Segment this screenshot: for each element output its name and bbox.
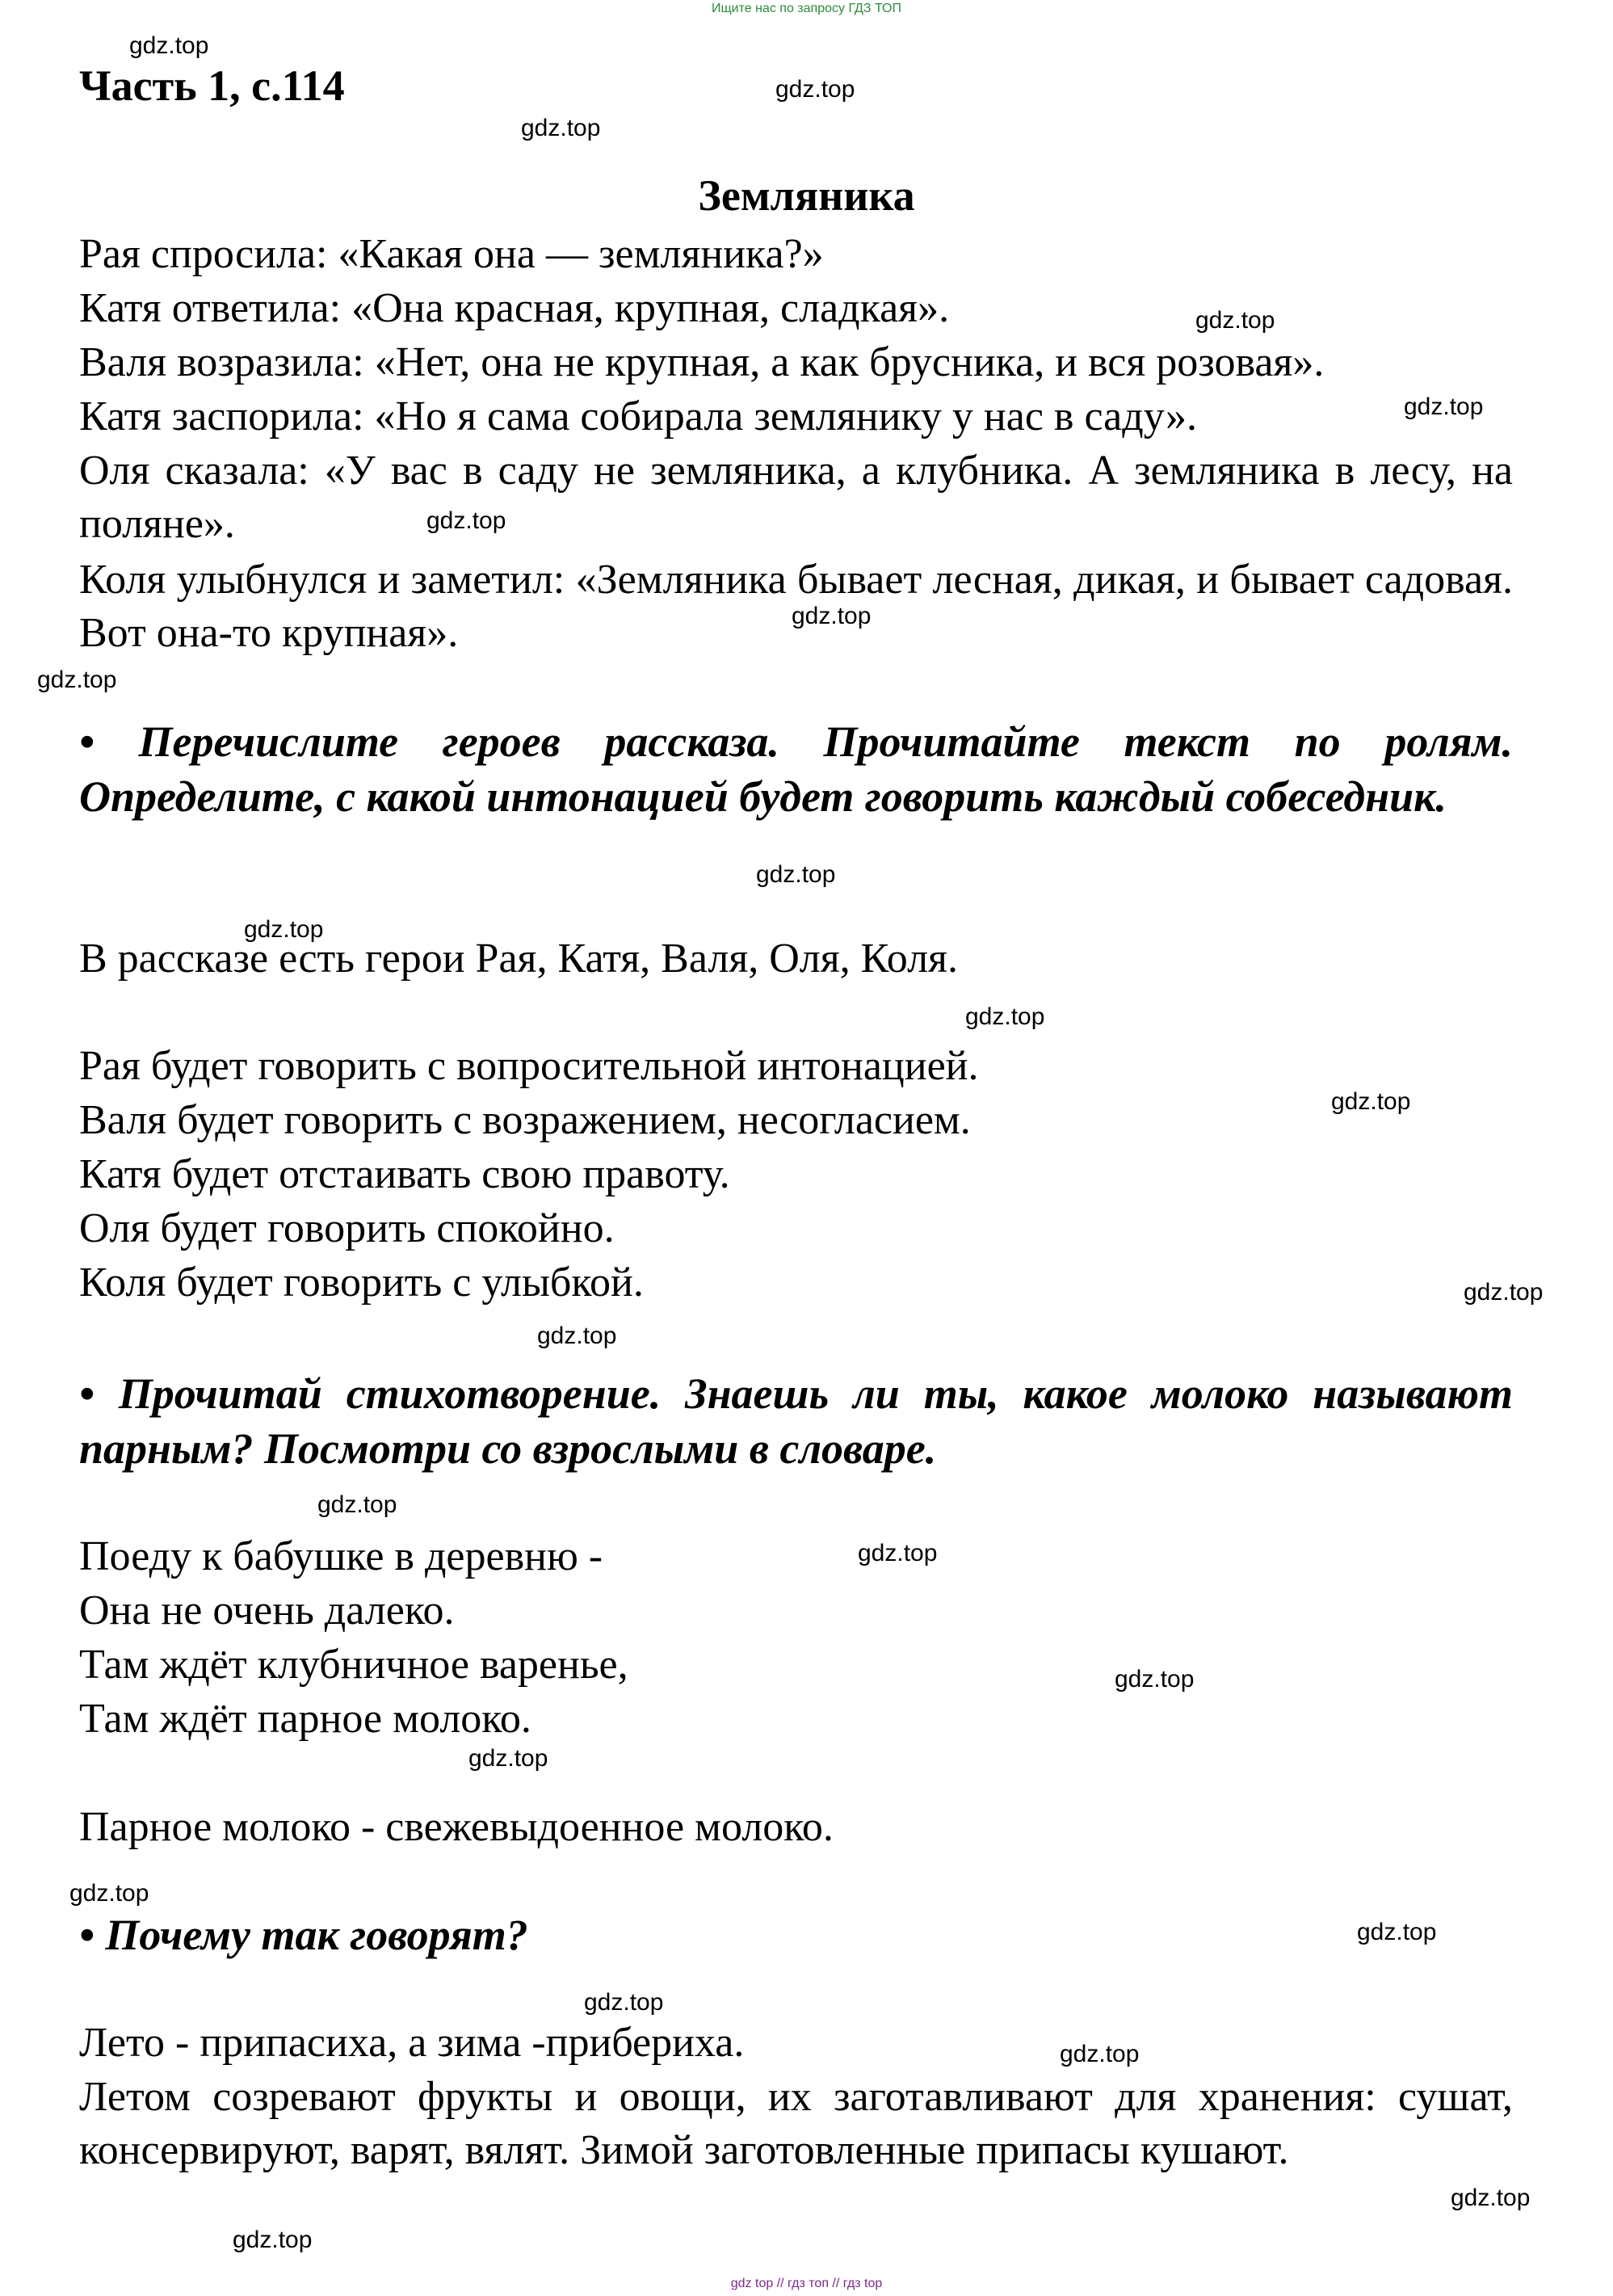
poem-line: Она не очень далеко. (79, 1587, 455, 1634)
watermark: gdz.top (1060, 2041, 1140, 2067)
watermark: gdz.top (69, 1880, 149, 1907)
watermark: gdz.top (1195, 307, 1275, 334)
watermark: gdz.top (233, 2227, 313, 2253)
watermark: gdz.top (129, 32, 209, 59)
watermark: gdz.top (1115, 1666, 1195, 1693)
story-line: Валя возразила: «Нет, она не крупная, а как брусника, и вся розовая». (79, 339, 1325, 385)
watermark: gdz.top (792, 603, 872, 629)
watermark: gdz.top (317, 1491, 397, 1518)
watermark: gdz.top (965, 1003, 1045, 1030)
watermark: gdz.top (1451, 2185, 1531, 2211)
story-line: Рая спросила: «Какая она — земляника?» (79, 231, 824, 277)
answer-line: Оля будет говорить спокойно. (79, 1205, 615, 1251)
watermark: gdz.top (468, 1745, 548, 1772)
answer-line: Рая будет говорить с вопросительной интонацией. (79, 1043, 979, 1089)
story-title: Земляника (698, 171, 915, 220)
proverb: Лето - припасиха, а зима -прибериха. (79, 2020, 745, 2066)
watermark: gdz.top (244, 916, 324, 943)
page-heading: Часть 1, с.114 (79, 61, 345, 110)
answer-line: Катя будет отстаивать свою правоту. (79, 1151, 730, 1197)
watermark: gdz.top (37, 667, 117, 693)
poem-line: Поеду к бабушке в деревню - (79, 1533, 603, 1579)
poem-line: Там ждёт парное молоко. (79, 1696, 531, 1742)
watermark: gdz.top (521, 115, 601, 141)
task-question: • Почему так говорят? (79, 1911, 528, 1959)
watermark: gdz.top (584, 1989, 664, 2016)
answer-line: Парное молоко - свежевыдоенное молоко. (79, 1804, 834, 1850)
footer-links[interactable]: gdz top // гдз топ // гдз top (730, 2277, 883, 2290)
watermark: gdz.top (858, 1540, 938, 1566)
answer-line: Коля будет говорить с улыбкой. (79, 1259, 644, 1306)
watermark: gdz.top (426, 507, 506, 534)
top-banner[interactable]: Ищите нас по запросу ГДЗ ТОП (712, 2, 901, 15)
answer-intro: В рассказе есть герои Рая, Катя, Валя, Оля, Коля. (79, 936, 958, 982)
story-line: Катя заспорила: «Но я сама собирала землянику у нас в саду». (79, 393, 1198, 439)
watermark: gdz.top (1464, 1279, 1544, 1306)
watermark: gdz.top (1404, 393, 1484, 420)
story-paragraph: Коля улыбнулся и заметил: «Земляника бывает лесная, дикая, и бывает садовая. Вот она-то крупная». (79, 557, 1513, 656)
watermark: gdz.top (1331, 1088, 1411, 1115)
poem-line: Там ждёт клубничное варенье, (79, 1642, 628, 1688)
watermark: gdz.top (775, 76, 855, 103)
answer-paragraph: Летом созревают фрукты и овощи, их заготавливают для хранения: сушат, консервируют, варят, вялят. Зимой заготовленные припасы кушают. (79, 2074, 1513, 2173)
story-line: Катя ответила: «Она красная, крупная, сладкая». (79, 285, 950, 331)
story-paragraph: Оля сказала: «У вас в саду не земляника, а клубника. А земляника в лесу, на поляне». (79, 448, 1513, 547)
task-question: • Перечислите героев рассказа. Прочитайте текст по ролям. Определите, с какой интонацией будет говорить каждый собеседник. (79, 717, 1513, 821)
answer-line: Валя будет говорить с возражением, несогласием. (79, 1097, 971, 1143)
watermark: gdz.top (1357, 1919, 1437, 1945)
watermark: gdz.top (756, 861, 836, 888)
watermark: gdz.top (537, 1323, 617, 1349)
task-question: • Прочитай стихотворение. Знаешь ли ты, какое молоко называют парным? Посмотри со взрослыми в словаре. (79, 1369, 1513, 1473)
